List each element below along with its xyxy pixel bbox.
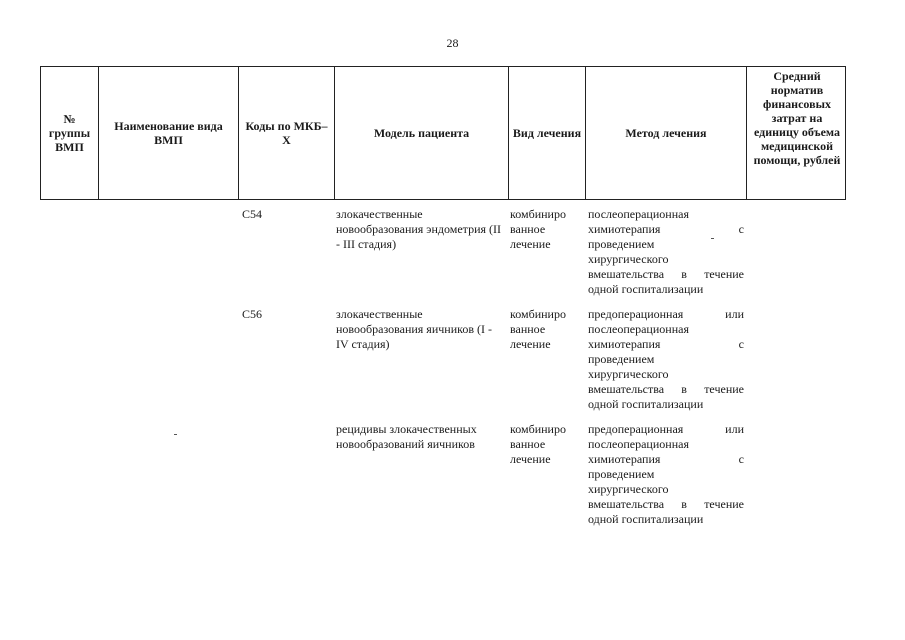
treatment-method: [588, 207, 744, 297]
method-word: одной госпитализации: [588, 397, 704, 411]
method-word: проведением: [588, 352, 655, 366]
method-line: [588, 397, 744, 412]
method-word: или: [725, 307, 744, 321]
method-word: в: [681, 267, 687, 281]
method-word: хирургического: [588, 252, 669, 266]
method-line: [588, 222, 744, 237]
method-word: с: [738, 337, 744, 351]
method-word: послеоперационная: [588, 207, 689, 221]
method-word: послеоперационная: [588, 437, 689, 451]
treatment-method: [588, 307, 744, 412]
method-line: [588, 512, 744, 527]
method-line: [588, 422, 744, 437]
method-line: [588, 367, 744, 382]
method-word: с: [738, 452, 744, 466]
method-word: вмешательства: [588, 267, 665, 281]
patient-model: рецидивы злокачественных новообразований яичников: [336, 422, 477, 451]
method-word: или: [725, 422, 744, 436]
patient-model: злокачественные новообразования эндометрия (II - III стадия): [336, 207, 501, 251]
method-line: [588, 467, 744, 482]
method-word: течение: [704, 382, 744, 396]
header-patient-model: Модель пациента: [335, 67, 509, 199]
method-word: проведением: [588, 237, 655, 251]
treatment-type: комбиниро ванное лечение: [510, 207, 566, 251]
method-word: вмешательства: [588, 382, 665, 396]
method-line: [588, 482, 744, 497]
method-line: [588, 437, 744, 452]
method-line: [588, 267, 744, 282]
method-word: послеоперационная: [588, 322, 689, 336]
method-word: в: [681, 382, 687, 396]
scan-speck: [174, 434, 177, 435]
method-word: одной госпитализации: [588, 282, 704, 296]
method-word: с: [738, 222, 744, 236]
method-line: [588, 382, 744, 397]
method-word: предоперационная: [588, 422, 684, 436]
method-word: течение: [704, 267, 744, 281]
patient-model: злокачественные новообразования яичников (I - IV стадия): [336, 307, 492, 351]
page-number: 28: [446, 36, 459, 50]
header-treatment-method: Метод лечения: [586, 67, 747, 199]
method-word: хирургического: [588, 482, 669, 496]
method-line: [588, 452, 744, 467]
method-line: [588, 352, 744, 367]
method-line: [588, 252, 744, 267]
method-line: [588, 307, 744, 322]
method-line: [588, 282, 744, 297]
method-word: в: [681, 497, 687, 511]
method-line: [588, 337, 744, 352]
method-line: [588, 207, 744, 222]
treatment-type: комбиниро ванное лечение: [510, 307, 566, 351]
method-word: химиотерапия: [588, 452, 661, 466]
method-word: химиотерапия: [588, 222, 661, 236]
header-avg-cost: Средний норматив финансовых затрат на единицу объема медицинской помощи, рублей: [753, 69, 841, 167]
method-word: хирургического: [588, 367, 669, 381]
method-word: предоперационная: [588, 307, 684, 321]
method-word: течение: [704, 497, 744, 511]
method-word: химиотерапия: [588, 337, 661, 351]
header-icd-codes: Коды по МКБ–X: [239, 67, 335, 199]
header-treatment-type: Вид лечения: [509, 67, 586, 199]
icd-code: C56: [242, 307, 263, 321]
treatment-type: комбиниро ванное лечение: [510, 422, 566, 466]
header-vmp-name: Наименование вида ВМП: [99, 67, 239, 199]
method-word: вмешательства: [588, 497, 665, 511]
method-line: [588, 322, 744, 337]
method-line: [588, 237, 744, 252]
method-word: проведением: [588, 467, 655, 481]
scan-speck: [711, 238, 714, 239]
method-line: [588, 497, 744, 512]
header-group-no: № группы ВМП: [41, 67, 99, 199]
icd-code: C54: [242, 207, 263, 221]
treatment-method: [588, 422, 744, 527]
table-header: [40, 66, 846, 200]
method-word: одной госпитализации: [588, 512, 704, 526]
